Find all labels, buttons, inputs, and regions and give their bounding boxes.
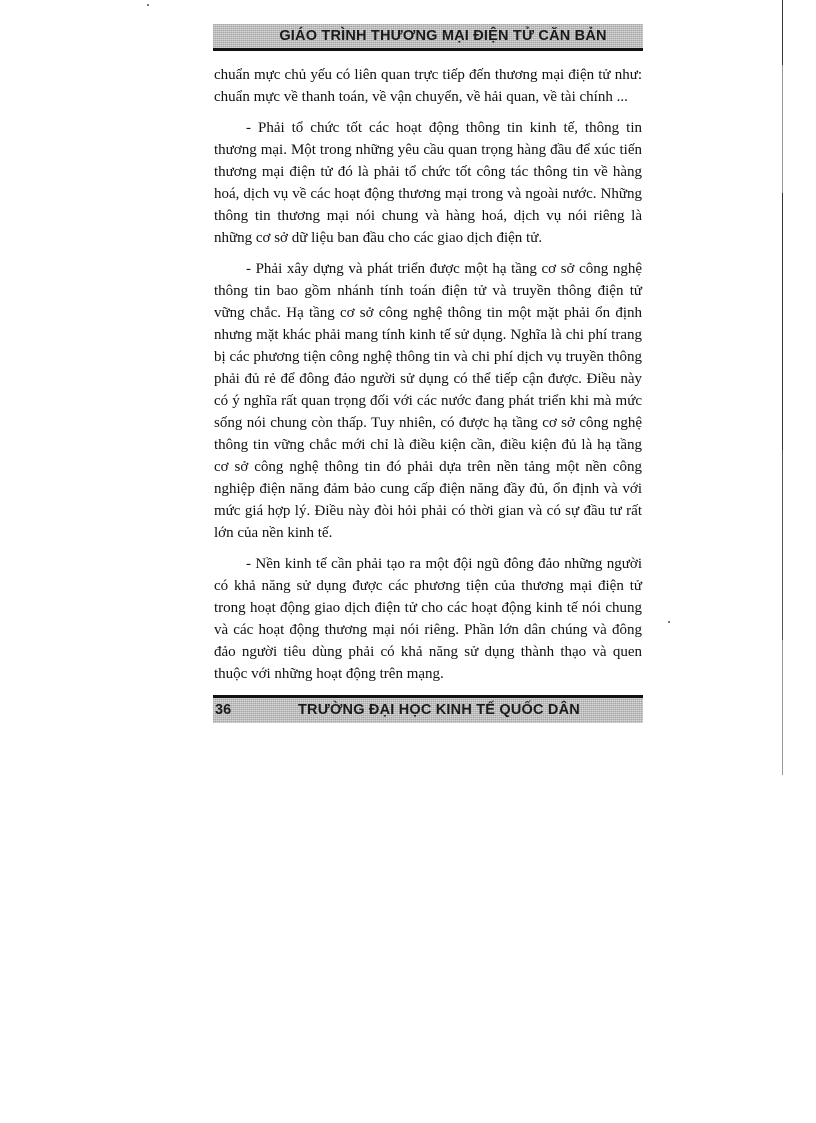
scan-edge-line: [782, 0, 783, 775]
paragraph-bullet-infrastructure: - Phải xây dựng và phát triển được một hạ tầng cơ sở công nghệ thông tin bao gồm nhánh tính toán điện tử và truyền thông điện tử vững chắc. Hạ tầng cơ sở công nghệ thông tin một mặt phải ổn định nhưng mặt khác phải mang tính kinh tế sử dụng. Nghĩa là chi phí trang bị các phương tiện công nghệ thông tin và chi phí dịch vụ truyền thông phải đủ rẻ để đông đảo người sử dụng có thể tiếp cận được. Điều này có ý nghĩa rất quan trọng đối với các nước đang phát triển khi mà mức sống nói chung còn thấp. Tuy nhiên, có được hạ tầng cơ sở công nghệ thông tin vững chắc mới chỉ là điều kiện cần, điều kiện đủ là hạ tầng cơ sở công nghệ thông tin đó phải dựa trên nền tảng một nền công nghiệp điện năng đảm bảo cung cấp điện năng đầy đủ, ổn định và với mức giá hợp lý. Điều này đòi hỏi phải có thời gian và có sự đầu tư rất lớn của nền kinh tế.: [214, 261, 642, 541]
running-header: [213, 24, 643, 51]
paragraph-bullet-information: - Phải tổ chức tốt các hoạt động thông tin kinh tế, thông tin thương mại. Một trong những yêu cầu quan trọng hàng đầu để xúc tiến thương mại điện tử đó là phải tổ chức tốt công tác thông tin về hàng hoá, dịch vụ về các hoạt động thương mại trong và ngoài nước. Những thông tin thương mại nói chung và hàng hoá, dịch vụ nói riêng là những cơ sở dữ liệu ban đầu cho các giao dịch điện tử.: [214, 120, 642, 246]
scan-speck: [668, 621, 670, 623]
paragraph-bullet-workforce: - Nền kinh tế cần phải tạo ra một đội ngũ đông đảo những người có khả năng sử dụng được các phương tiện của thương mại điện tử trong hoạt động giao dịch điện tử cho các hoạt động kinh tế nói chung và các hoạt động thương mại nói riêng. Phần lớn dân chúng và đông đảo người tiêu dùng phải có khả năng sử dụng thành thạo và quen thuộc với những hoạt động trên mạng.: [214, 556, 642, 682]
scan-speck: [147, 4, 149, 6]
running-footer: [213, 698, 643, 723]
paragraph-continuation: chuẩn mực chủ yếu có liên quan trực tiếp đến thương mại điện tử như: chuẩn mực về thanh toán, về vận chuyển, về hải quan, về tài chính ...: [214, 67, 642, 105]
footer-title: TRƯỜNG ĐẠI HỌC KINH TẾ QUỐC DÂN: [298, 702, 580, 718]
page-number: 36: [215, 702, 232, 718]
header-title: GIÁO TRÌNH THƯƠNG MẠI ĐIỆN TỬ CĂN BẢN: [279, 28, 607, 44]
page-body: [214, 64, 642, 694]
